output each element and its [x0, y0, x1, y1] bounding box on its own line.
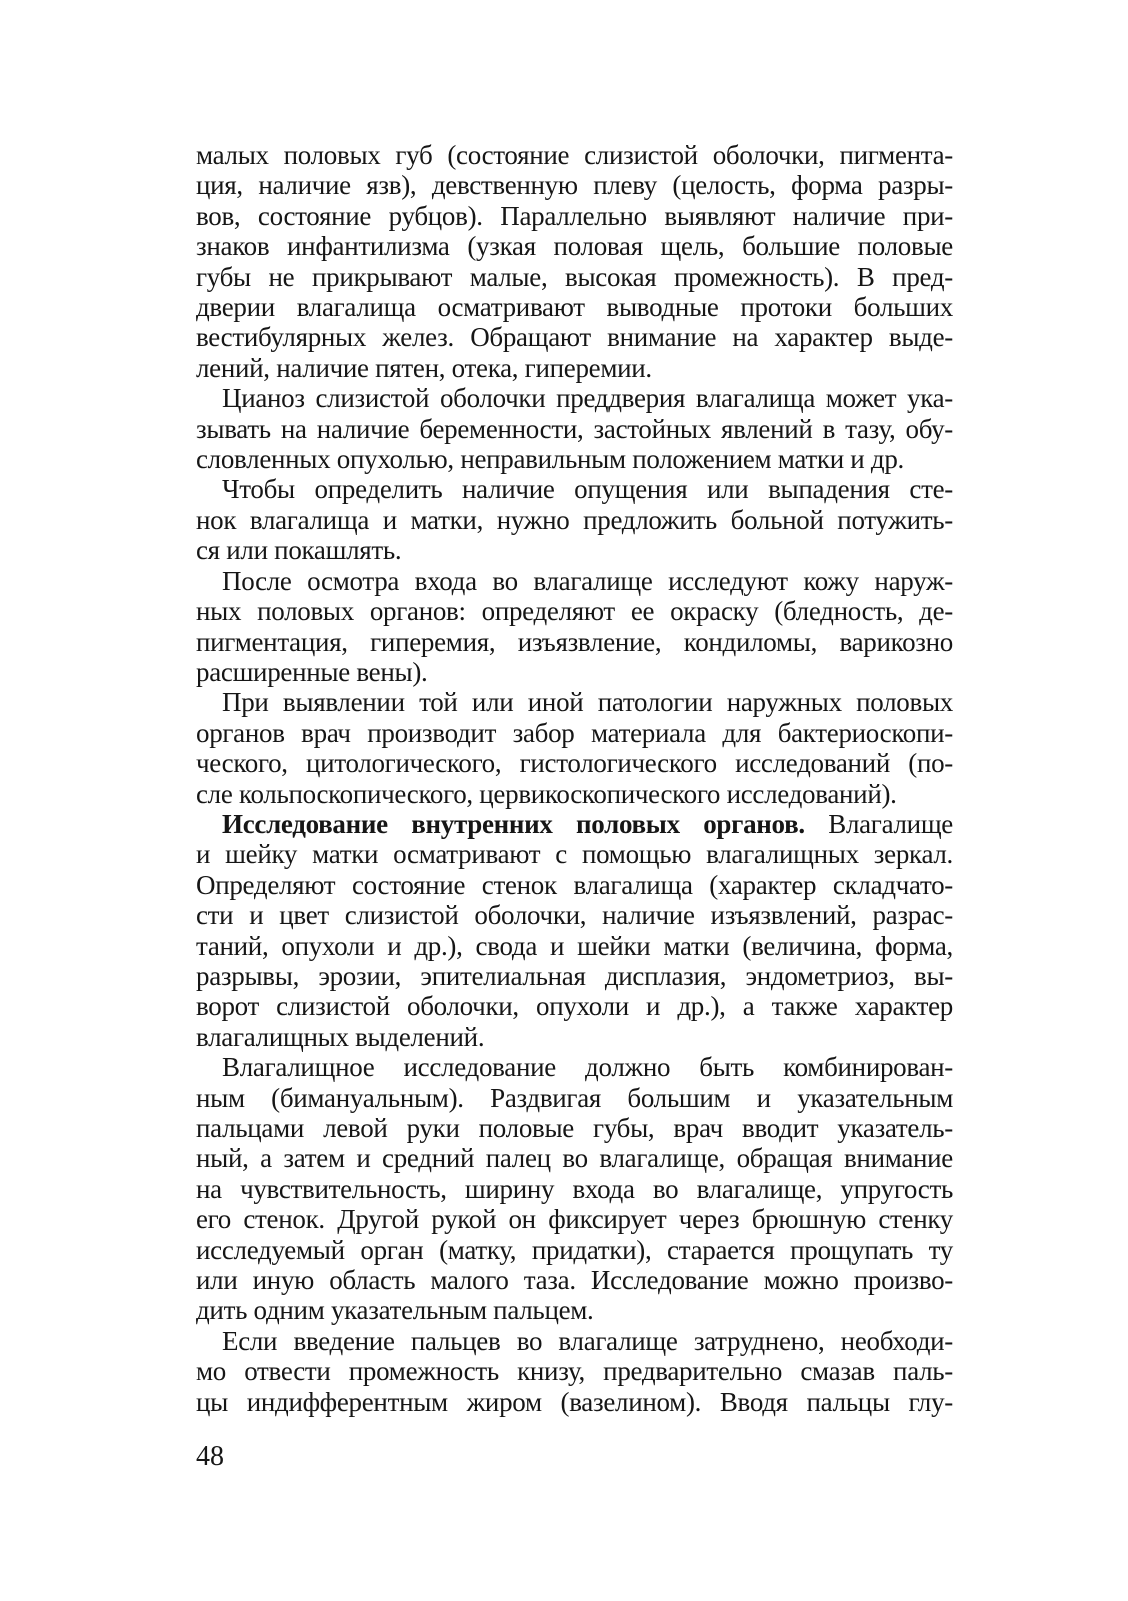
- text-run: мо отвести промежность книзу, предварительно смазав паль-: [196, 1356, 953, 1387]
- text-run: ся или покашлять.: [196, 535, 402, 566]
- bold-text-run: Исследование внутренних половых органов.: [222, 808, 805, 839]
- text-line: [196, 1387, 953, 1417]
- text-line: [196, 231, 953, 261]
- text-line: [196, 444, 953, 474]
- text-line: [196, 870, 953, 900]
- page-number: 48: [196, 1441, 224, 1472]
- text-line: [196, 322, 953, 352]
- text-run: дверии влагалища осматривают выводные протоки больших: [196, 292, 953, 323]
- text-run: Определяют состояние стенок влагалища (характер складчато-: [196, 869, 953, 900]
- text-run: таний, опухоли и др.), свода и шейки матки (величина, форма,: [196, 930, 953, 961]
- text-line: [196, 535, 953, 565]
- text-line: [196, 1113, 953, 1143]
- text-line: [196, 809, 953, 839]
- text-run: органов врач производит забор материала для бактериоскопи-: [196, 717, 953, 748]
- text-run: сти и цвет слизистой оболочки, наличие изъязвлений, разрас-: [196, 900, 953, 931]
- text-run: на чувствительность, ширину входа во влагалище, упругость: [196, 1173, 953, 1204]
- text-run: и шейку матки осматривают с помощью влагалищных зеркал.: [196, 839, 953, 870]
- text-line: [196, 1083, 953, 1113]
- text-run: вов, состояние рубцов). Параллельно выявляют наличие при-: [196, 200, 953, 231]
- text-line: [196, 1356, 953, 1386]
- text-line: [196, 839, 953, 869]
- paragraph: [196, 687, 953, 809]
- text-run: или иную область малого таза. Исследование можно произво-: [196, 1265, 953, 1296]
- paragraph: [196, 1326, 953, 1417]
- text-run: цы индифферентным жиром (вазелином). Вводя пальцы глу-: [196, 1386, 953, 1417]
- text-run: Цианоз слизистой оболочки преддверия влагалища может ука-: [222, 383, 953, 414]
- text-run: влагалищных выделений.: [196, 1021, 485, 1052]
- text-run: малых половых губ (состояние слизистой оболочки, пигмента-: [196, 140, 953, 170]
- text-line: [196, 1022, 953, 1052]
- text-line: [196, 931, 953, 961]
- text-run: ным (бимануальным). Раздвигая большим и указательным: [196, 1082, 953, 1113]
- text-run: расширенные вены).: [196, 656, 428, 687]
- text-run: ворот слизистой оболочки, опухоли и др.), а также характер: [196, 991, 953, 1022]
- text-line: [196, 414, 953, 444]
- text-line: [196, 1143, 953, 1173]
- text-run: вестибулярных желез. Обращают внимание на характер выде-: [196, 322, 953, 353]
- text-line: [196, 505, 953, 535]
- text-line: [196, 474, 953, 504]
- text-line: [196, 748, 953, 778]
- text-line: [196, 627, 953, 657]
- text-line: [196, 900, 953, 930]
- text-line: [196, 687, 953, 717]
- text-run: Если введение пальцев во влагалище затруднено, необходи-: [222, 1325, 953, 1356]
- text-line: [196, 1204, 953, 1234]
- text-line: [196, 718, 953, 748]
- text-line: [196, 1052, 953, 1082]
- text-run: После осмотра входа во влагалище исследуют кожу наруж-: [222, 565, 953, 596]
- text-run: пигментация, гиперемия, изъязвление, кондиломы, варикозно: [196, 626, 953, 657]
- text-run: словленных опухолью, неправильным положением матки и др.: [196, 444, 904, 475]
- text-run: нок влагалища и матки, нужно предложить больной потужить-: [196, 504, 953, 535]
- text-line: [196, 201, 953, 231]
- text-line: [196, 383, 953, 413]
- text-line: [196, 779, 953, 809]
- text-line: [196, 991, 953, 1021]
- paragraph: [196, 1052, 953, 1326]
- text-line: [196, 1265, 953, 1295]
- text-run: знаков инфантилизма (узкая половая щель, большие половые: [196, 231, 953, 262]
- text-run: лений, наличие пятен, отека, гиперемии.: [196, 352, 652, 383]
- text-run: При выявлении той или иной патологии наружных половых: [222, 687, 953, 718]
- paragraph: [196, 474, 953, 565]
- text-run: ных половых органов: определяют ее окраску (бледность, де-: [196, 596, 953, 627]
- text-line: [196, 1326, 953, 1356]
- text-run: ческого, цитологического, гистологического исследований (по-: [196, 748, 953, 779]
- text-run: пальцами левой руки половые губы, врач вводит указатель-: [196, 1113, 953, 1143]
- text-run: Чтобы определить наличие опущения или выпадения сте-: [222, 474, 953, 505]
- text-run: губы не прикрывают малые, высокая промежность). В пред-: [196, 261, 953, 292]
- text-run: ция, наличие язв), девственную плеву (целость, форма разры-: [196, 170, 953, 201]
- text-run: дить одним указательным пальцем.: [196, 1295, 594, 1326]
- text-line: [196, 170, 953, 200]
- paragraph: [196, 809, 953, 1052]
- text-run: разрывы, эрозии, эпителиальная дисплазия, эндометриоз, вы-: [196, 960, 953, 991]
- text-line: [196, 353, 953, 383]
- text-line: [196, 596, 953, 626]
- text-line: [196, 262, 953, 292]
- paragraph: [196, 383, 953, 474]
- text-line: [196, 140, 953, 170]
- paragraph: [196, 140, 953, 383]
- text-run: Влагалище: [804, 808, 953, 839]
- text-run: ный, а затем и средний палец во влагалище, обращая внимание: [196, 1143, 953, 1174]
- text-run: сле кольпоскопического, цервикоскопического исследований).: [196, 778, 897, 809]
- text-run: исследуемый орган (матку, придатки), старается прощупать ту: [196, 1234, 953, 1265]
- text-run: зывать на наличие беременности, застойных явлений в тазу, обу-: [196, 413, 953, 444]
- text-line: [196, 1174, 953, 1204]
- text-run: Влагалищное исследование должно быть комбинирован-: [222, 1052, 953, 1083]
- text-line: [196, 292, 953, 322]
- page-text-block: [196, 140, 953, 1417]
- paragraph: [196, 566, 953, 688]
- text-run: его стенок. Другой рукой он фиксирует через брюшную стенку: [196, 1204, 953, 1235]
- text-line: [196, 1235, 953, 1265]
- text-line: [196, 961, 953, 991]
- text-line: [196, 657, 953, 687]
- text-line: [196, 1295, 953, 1325]
- text-line: [196, 566, 953, 596]
